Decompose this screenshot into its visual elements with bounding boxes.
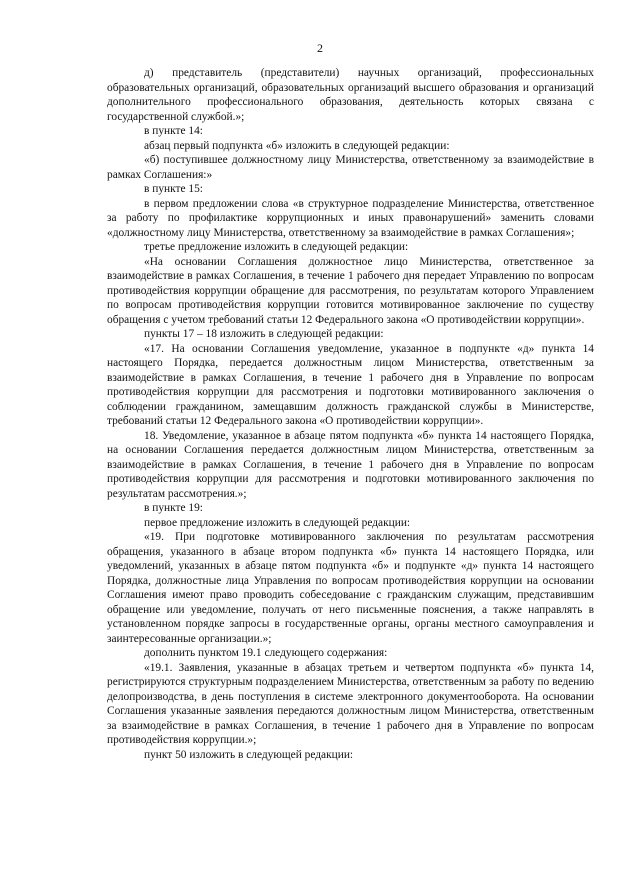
paragraph: третье предложение изложить в следующей редакции: (144, 241, 409, 253)
paragraph: «На основании Соглашения должностное лицо Министерства, ответственное за взаимодействие в рамках Соглашения, в течение 1 рабочего дня передает Управлению по вопросам противодействия коррупции обращение для рассмотрения, по результатам которого Управлением по вопросам противодействия коррупции готовится мотивированное заключение по существу обращения с учетом требований статьи 12 Федерального закона «О противодействии коррупции». (107, 255, 594, 326)
paragraph: 18. Уведомление, указанное в абзаце пятом подпункта «б» пункта 14 настоящего Порядка, на основании Соглашения передается должностным лицом Министерства, ответственным за взаимодействие в рамках Соглашения, в течение 1 рабочего дня в Управление по вопросам противодействия коррупции для рассмотрения и подготовки мотивированного заключения по результатам рассмотрения.»; (107, 429, 594, 500)
paragraph: «17. На основании Соглашения уведомление, указанное в подпункте «д» пункта 14 настоящего Порядка, передается должностным лицом Министерства, ответственным за взаимодействие в рамках Соглашения, в течение 1 рабочего дня в Управление по вопросам противодействия коррупции для рассмотрения и подготовки мотивированного заключения о соблюдении гражданином, замещавшим должность гражданской службы в Министерстве, требований статьи 12 Федерального закона «О противодействии коррупции». (107, 342, 594, 427)
paragraph: абзац первый подпункта «б» изложить в следующей редакции: (144, 139, 450, 152)
paragraph: в первом предложении слова «в структурное подразделение Министерства, ответственное за работу по профилактике коррупционных и иных правонарушений» заменить словами «должностному лицу Министерства, ответственному за взаимодействие в рамках Соглашения»; (107, 197, 594, 239)
paragraph: в пункте 15: (144, 183, 203, 195)
paragraph: пункт 50 изложить в следующей редакции: (144, 748, 354, 761)
paragraph: в пункте 14: (144, 125, 203, 137)
paragraph: «19.1. Заявления, указанные в абзацах третьем и четвертом подпункта «б» пункта 14, регистрируются структурным подразделением Министерства, ответственным за работу по ведению делопроизводства, в день поступления в системе электронного документооборота. На основании Соглашения указанные заявления передаются должностным лицом Министерства, ответственным за взаимодействие в рамках Соглашения, в течение 1 рабочего дня в Управление по вопросам противодействия коррупции.»; (107, 661, 594, 746)
paragraph: «19. При подготовке мотивированного заключения по результатам рассмотрения обращения, указанного в абзаце втором подпункта «б» пункта 14 настоящего Порядка, или уведомлений, указанных в абзаце пятом подпункта «б» и подпункте «д» пункта 14 настоящего Порядка, должностные лица Управления по вопросам противодействия коррупции на основании Соглашения имеют право проводить собеседование с гражданским служащим, представившим обращение или уведомление, получать от него письменные пояснения, а также направлять в установленном порядке запросы в государственные органы, органы местного самоуправления и заинтересованные организации.»; (107, 531, 594, 645)
document-body (107, 66, 594, 762)
page-number: 2 (317, 41, 323, 55)
paragraph: первое предложение изложить в следующей редакции: (144, 516, 411, 529)
paragraph: пункты 17 – 18 изложить в следующей редакции: (144, 328, 384, 340)
paragraph: дополнить пунктом 19.1 следующего содержания: (144, 647, 388, 659)
paragraph: в пункте 19: (144, 502, 203, 514)
paragraph: д) представитель (представители) научных организаций, профессиональных образовательных организаций, образовательных организаций высшего образования и организаций дополнительного профессионального образования, деятельность которых связана с государственной службой.»; (107, 67, 594, 123)
paragraph: «б) поступившее должностному лицу Министерства, ответственному за взаимодействие в рамках Соглашения:» (107, 154, 594, 181)
